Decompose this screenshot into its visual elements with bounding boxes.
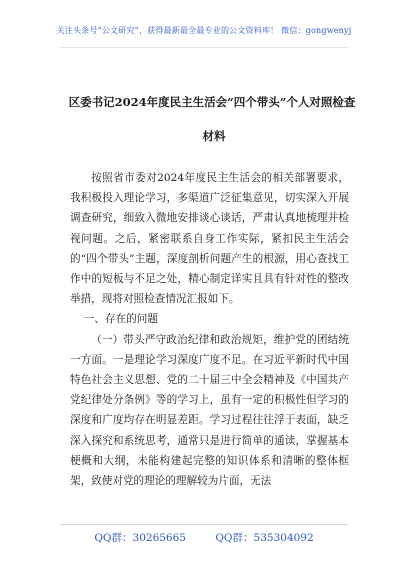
footer [0,530,408,545]
document-title-continuation: 材料 [202,129,226,143]
header-divider [60,47,348,48]
footer-qq-group-2: QQ群：535304092 [215,532,314,544]
footer-divider [60,524,348,525]
section-heading: 一、存在的问题 [83,313,158,326]
header-banner: 关注头条号“公文研究”，获得最新最全最专业的公文资料库！ 微信：gongwenyj [56,26,352,35]
document-body [70,168,349,491]
subsection-paragraph: （一）带头严守政治纪律和政治规矩，维护党的团结统一方面。一是理论学习深度广度不足。在习近平新时代中国特色社会主义思想、党的二十届三中全会精神及《中国共产党纪律处分条例》等的学习上，虽有一定的积极性但学习的深度和广度均存在明显差距。学习过程往往浮于表面，缺乏深入探究和系统思考，通常只是进行简单的通读，掌握基本梗概和大纲，未能构建起完整的知识体系和清晰的整体框架，致使对党的理论的理解较为片面，无法 [70,333,349,488]
document-title: 区委书记2024年度民主生活会“四个带头”个人对照检查 [68,95,356,109]
footer-qq-group-1: QQ群：30265665 [94,532,186,544]
intro-paragraph: 按照省市委对2024年度民主生活会的相关部署要求，我积极投入理论学习，多渠道广泛征集意见，切实深入开展调查研究，细致入微地安排谈心谈话，严肃认真地梳理并检视问题。之后，紧密联系自身工作实际，紧扣民主生活会的“四个带头”主题，深度剖析问题产生的根源，用心查找工作中的短板与不足之处，精心制定详实且具有针对性的整改举措，现将对照检查情况汇报如下。 [70,172,349,306]
